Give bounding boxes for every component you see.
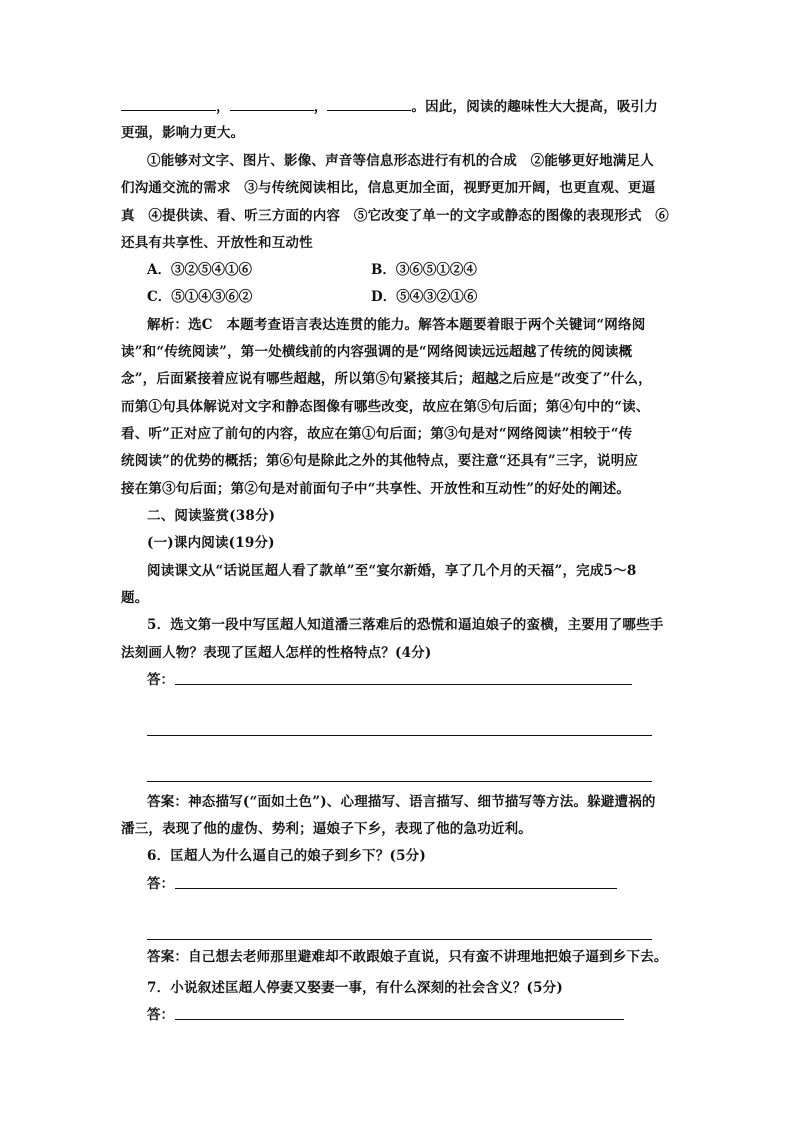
analysis-line: 解析：选C 本题考查语言表达连贯的能力。解答本题要着眼于两个关键词“网络阅 — [147, 317, 646, 333]
items-line: 还具有共享性、开放性和互动性 — [121, 235, 313, 251]
question-5-answer-line[interactable] — [147, 781, 652, 782]
section-intro-line: 阅读课文从“话说匡超人看了款单”至“宴尔新婚，享了几个月的天福”，完成5～8 — [147, 563, 637, 579]
question-5-answer-label: 答： — [147, 672, 174, 688]
blank-2[interactable] — [230, 96, 314, 111]
blank-trailing-text: 。因此，阅读的趣味性大大提高，吸引力 — [411, 99, 659, 115]
question-6-line: 6．匡超人为什么逼自己的娘子到乡下？(5分) — [147, 848, 426, 864]
subsection-heading: (一)课内阅读(19分) — [147, 535, 275, 551]
question-6-key-line: 答案：自己想去老师那里避难却不敢跟娘子直说，只有蛮不讲理地把娘子逼到乡下去。 — [147, 949, 668, 965]
paragraph-line: 更强，影响力更大。 — [121, 125, 245, 141]
analysis-line: 而第①句具体解说对文字和静态图像有哪些改变，故应在第⑤句后面；第④句中的“读、 — [121, 399, 650, 415]
option-b[interactable]: B．③⑥⑤①②④ — [371, 262, 477, 278]
analysis-line: 看、听”正对应了前句的内容，故应在第①句后面；第③句是对“网络阅读”相较于“传 — [121, 426, 633, 442]
blank-1[interactable] — [121, 96, 216, 111]
question-7-answer-line[interactable] — [175, 1019, 624, 1020]
option-a[interactable]: A．③②⑤④①⑥ — [147, 262, 252, 278]
analysis-line: 读”和“传统阅读”，第一处横线前的内容强调的是“网络阅读远远超越了传统的阅读概 — [121, 344, 633, 360]
question-7-answer-label: 答： — [147, 1007, 174, 1023]
question-5-line: 法刻画人物？表现了匡超人怎样的性格特点？(4分) — [121, 645, 432, 661]
question-6-answer-line[interactable] — [147, 939, 652, 940]
section-heading: 二、阅读鉴赏(38分) — [147, 508, 276, 524]
question-5-key-line: 潘三，表现了他的虚伪、势利；逼娘子下乡，表现了他的急功近利。 — [121, 821, 532, 837]
question-5-answer-line[interactable] — [175, 684, 632, 685]
section-intro-line: 题。 — [121, 590, 149, 606]
blank-3[interactable] — [327, 96, 411, 111]
blank-separator: ， — [313, 99, 328, 115]
items-line: 真 ④提供读、看、听三方面的内容 ⑤它改变了单一的文字或静态的图像的表现形式 ⑥ — [121, 208, 669, 224]
question-7-line: 7．小说叙述匡超人停妻又娶妻一事，有什么深刻的社会含义？(5分) — [147, 980, 563, 996]
analysis-line: 念”，后面紧接着应说有哪些超越，所以第⑤句紧接其后；超越之后应是“改变了”什么， — [121, 371, 652, 387]
option-d[interactable]: D．⑤④③②①⑥ — [371, 289, 478, 305]
question-6-answer-label: 答： — [147, 876, 174, 892]
question-5-line: 5．选文第一段中写匡超人知道潘三落难后的恐慌和逼迫娘子的蛮横，主要用了哪些手 — [147, 617, 664, 633]
fill-blank-line — [121, 96, 676, 117]
question-5-answer-line[interactable] — [147, 735, 652, 736]
option-c[interactable]: C．⑤①④③⑥② — [147, 289, 253, 305]
question-5-key-line: 答案：神态描写(“面如土色”)、心理描写、语言描写、细节描写等方法。躲避遭祸的 — [147, 794, 656, 810]
items-line: 们沟通交流的需求 ③与传统阅读相比，信息更加全面，视野更加开阔，也更直观、更逼 — [121, 180, 656, 196]
analysis-line: 统阅读”的优势的概括；第⑥句是除此之外的其他特点，要注意“还具有”三字，说明应 — [121, 453, 639, 469]
analysis-line: 接在第③句后面；第②句是对前面句子中“共享性、开放性和互动性”的好处的阐述。 — [121, 481, 631, 497]
blank-separator: ， — [216, 99, 230, 115]
items-line: ①能够对文字、图片、影像、声音等信息形态进行有机的合成 ②能够更好地满足人 — [147, 153, 654, 169]
question-6-answer-line[interactable] — [175, 888, 617, 889]
